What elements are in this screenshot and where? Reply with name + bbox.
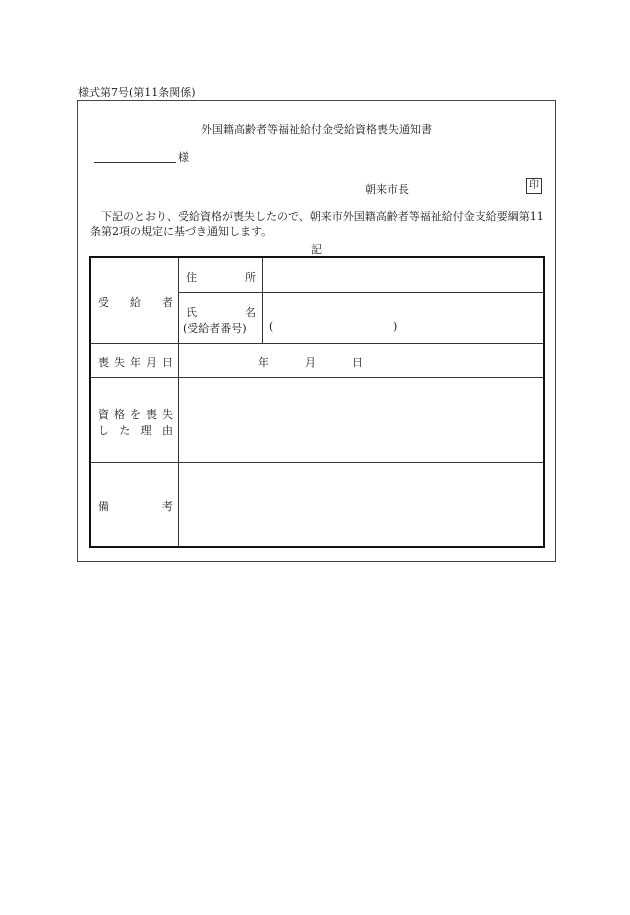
document-title: 外国籍高齢者等福祉給付金受給資格喪失通知書 [201,123,432,136]
addressee-line [94,149,206,163]
form-number-label: 様式第7号(第11条関係) [78,86,196,99]
loss-date-label: 喪 失 年 月 日 [98,356,173,369]
notice-frame [77,100,556,562]
row-divider [179,292,543,293]
reason-label-line1: 資 格 を 喪 失 [98,408,173,421]
name-field[interactable] [264,294,542,316]
recipient-number-label: (受給者番号) [183,322,247,335]
address-label: 住 所 [186,271,256,284]
recipient-number-open-paren: ( [269,320,274,333]
addressee-blank[interactable] [94,162,176,163]
row-divider [91,377,543,378]
date-year-unit: 年 [258,356,269,369]
date-month-unit: 月 [305,356,316,369]
addressee-suffix: 様 [178,151,189,164]
notice-body-text: 下記のとおり、受給資格が喪失したので、朝来市外国籍高齢者等福祉給付金支給要綱第11条第2項の規定に基づき通知します。 [90,210,544,238]
name-label: 氏 名 [186,306,256,319]
remarks-field[interactable] [180,464,542,544]
row-divider [91,462,543,463]
ki-heading: 記 [311,243,322,256]
recipient-number-field[interactable] [279,318,389,336]
reason-field[interactable] [180,379,542,461]
issuer-name: 朝来市長 [365,183,409,196]
notice-table [89,256,545,548]
recipient-header: 受 給 者 [98,296,173,309]
seal-mark: 印 [526,178,542,194]
reason-label-line2: し た 理 由 [98,424,173,437]
column-divider [178,258,179,546]
recipient-number-close-paren: ) [393,320,398,333]
remarks-label: 備 考 [98,500,173,513]
date-day-unit: 日 [352,356,363,369]
row-divider [91,343,543,344]
column-divider [262,258,263,343]
address-field[interactable] [264,259,542,291]
